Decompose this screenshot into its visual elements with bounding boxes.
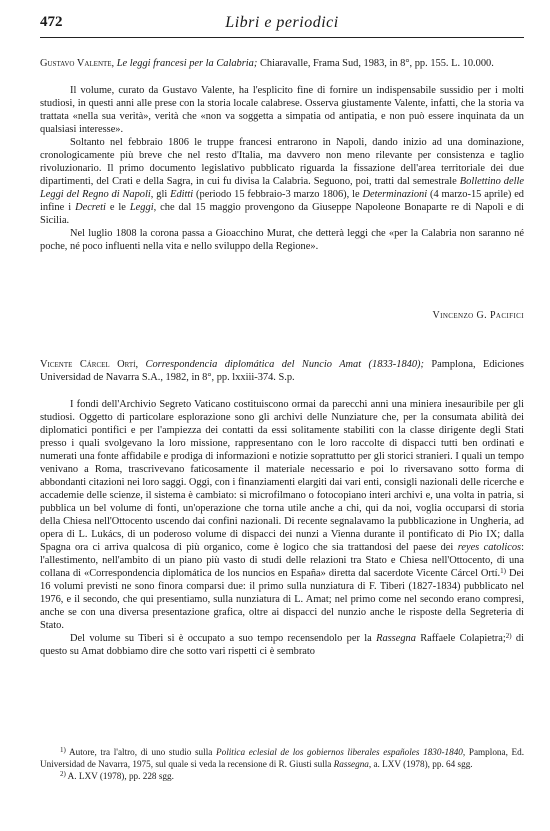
footnotes	[40, 746, 524, 782]
footnote-2	[40, 770, 524, 782]
italic-run: Politica eclesial de los gobiernos liberales españoles 1830-1840	[215, 747, 463, 757]
review-1-paragraph-3: Nel luglio 1808 la corona passa a Gioacchino Murat, che detterà leggi che «per la Calabria non saranno né poche, né poco influenti nella vita e nello sviluppo della Regione».	[40, 228, 524, 252]
header-rule	[40, 37, 524, 38]
text-run: Soltanto nel febbraio 1806 le truppe francesi entrarono in Napoli, dando inizio ad una dominazione, cronologicamente più breve che nel resto d'Italia, ma davvero non meno rilevante per consistenza e taglio rivoluzionario. Il primo documento legislativo pubblicato riguarda la fissazione dell'area territoriale dei due dipartimenti, del Crati e della Sagra, in cui fu divisa la Calabria. Seguono, poi, tratti dal semestrale	[40, 137, 524, 187]
text-run: Dei 16 volumi previsti ne sono finora comparsi due: il primo sulla nunziatura di F. Tiberi (1827-1834) pubblicato nel 1976, e il secondo, che qui presentiamo, sulla nunziatura di L. Amat; nel primo come nel secondo erano compresi, anche se con una diversa presentazione grafica, oltre ai dispacci del nunzio anche le risposte della Segreteria di Stato.	[40, 568, 524, 631]
review-2-imprint: Pamplona, Ediciones Universidad de Navarra S.A., 1982, in 8°, pp. lxxiii-374. S.p.	[40, 359, 524, 383]
text-run: , Pamplona, Ed. Universidad de Navarra, 1975, sul quale si veda la recensione di R. Giusti sulla	[40, 747, 525, 769]
text-run: Del volume su Tiberi si è occupato a suo tempo recensendolo per la	[70, 633, 377, 644]
review-2-paragraph-1	[40, 398, 524, 632]
page-number: 472	[40, 14, 63, 30]
footnote-ref-1[interactable]: 1)	[500, 567, 506, 575]
footnote-ref-2[interactable]: 2)	[505, 632, 512, 640]
review-1-imprint: Chiaravalle, Frama Sud, 1983, in 8°, pp. 155. L. 10.000.	[259, 58, 494, 69]
text-run: e le	[105, 202, 130, 213]
footnote-1-mark: 1)	[60, 746, 66, 754]
review-1-citation	[40, 57, 524, 70]
footnote-1	[40, 746, 524, 770]
text-run: Autore, tra l'altro, di uno studio sulla	[65, 747, 216, 757]
review-2-citation	[40, 358, 524, 384]
review-2-title: Correspondencia diplomática del Nuncio Amat (1833-1840);	[145, 359, 424, 370]
running-header	[40, 14, 524, 36]
text-run: , a. LXV (1978), pp. 64 sgg.	[368, 759, 473, 769]
text-run: di questo su Amat dobbiamo dire che sotto vari rispetti ci è sembrato	[40, 633, 524, 657]
italic-run: Bollettino delle Leggi del Regno di Napoli	[40, 176, 524, 200]
text-run: A. LXV (1978), pp. 228 sgg.	[65, 771, 174, 781]
review-1-author: Gustavo Valente,	[40, 58, 115, 69]
italic-run: Editti	[170, 189, 194, 200]
review-2-author: Vicente Cárcel Ortí,	[40, 359, 139, 370]
italic-run: Rassegna	[333, 759, 369, 769]
review-1-signature: Vincenzo G. Pacifici	[432, 310, 524, 321]
italic-run: Determinazioni	[362, 189, 428, 200]
italic-run: reyes catolicos	[457, 542, 522, 553]
italic-run: Rassegna	[376, 633, 416, 644]
text-run: , che dal 15 maggio provengono da Giuseppe Napoleone Bonaparte re di Napoli e di Sicilia.	[40, 202, 525, 226]
review-1-paragraph-1: Il volume, curato da Gustavo Valente, ha l'esplicito fine di fornire un indispensabile sussidio per i molti studiosi, in questi anni alle prese con la storia locale calabrese. Osserva giustamente Valente, infatti, che la storia va trattata «nella sua verità», verità che «non va soggetta a simpatia od antipatia, e non può essere inquinata da un qualsiasi interesse».	[40, 85, 524, 135]
text-run: , gli	[150, 189, 171, 200]
footnote-2-mark: 2)	[60, 770, 66, 778]
review-2	[40, 358, 524, 658]
text-run: (periodo 15 febbraio-3 marzo 1806), le	[193, 189, 363, 200]
text-run: I fondi dell'Archivio Segreto Vaticano costituiscono ormai da parecchi anni una miniera inesauribile per gli studiosi. Oggetto di particolare esplorazione sono gli archivi delle Nunziature che, per la consumata abilità dei diplomatici pontifici e per l'ampiezza dei contatti da essi solitamente stabiliti con la classe dirigente degli Stati presso i quali svolgevano la loro missione, rappresentano con le loro raccolte di dispacci tutti ben ordinati e numerati una fonte affidabile e prodiga di informazioni e notizie soprattutto per gli storici stranieri. I quali un tempo venivano a Roma, trascrivevano faticosamente il materiale necessario e poi lo riversavano sotto forma di abbondanti citazioni nei loro saggi. Oggi, con i finanziamenti elargiti dai vari enti, consigli nazionali delle ricerche e accademie delle scienze, il sistema è cambiato: si microfilmano o fotocopiano interi archivi e, una volta in patria, si pubblica un bel volume di fonti, un'operazione che torna utile anche a chi, qui da noi, voglia occuparsi di storia della Chiesa nell'Ottocento uscendo dai confini nazionali. Di recente segnalavamo la pubblicazione in Ungheria, ad opera di L. Lukács, di un poderoso volume di dispacci dei nunzi a Vienna durante il pontificato di Pio IX; dalla Spagna ora ci arriva qualcosa di più organico, come è logico che sia trattandosi del paese dei	[40, 399, 524, 553]
review-2-paragraph-2	[40, 632, 524, 658]
text-run: (4 marzo-15 aprile) ed infine i	[40, 189, 525, 213]
italic-run: Decreti	[75, 202, 106, 213]
text-run: Raffaele Colapietra;	[415, 633, 506, 644]
text-run: : l'allestimento, nell'ambito di un piano più vasto di studi delle relazioni tra Stato e Chiesa nell'Ottocento, di una collana di «Correspondencia diplomática de los nuncios en España» diretta dal sacerdote Vicente Cárcel Ortí.	[40, 542, 524, 579]
review-1-paragraph-2	[40, 136, 524, 227]
running-title: Libri e periodici	[225, 14, 339, 31]
review-1	[40, 57, 524, 253]
italic-run: Leggi	[129, 202, 154, 213]
review-1-title: Le leggi francesi per la Calabria;	[116, 58, 258, 69]
